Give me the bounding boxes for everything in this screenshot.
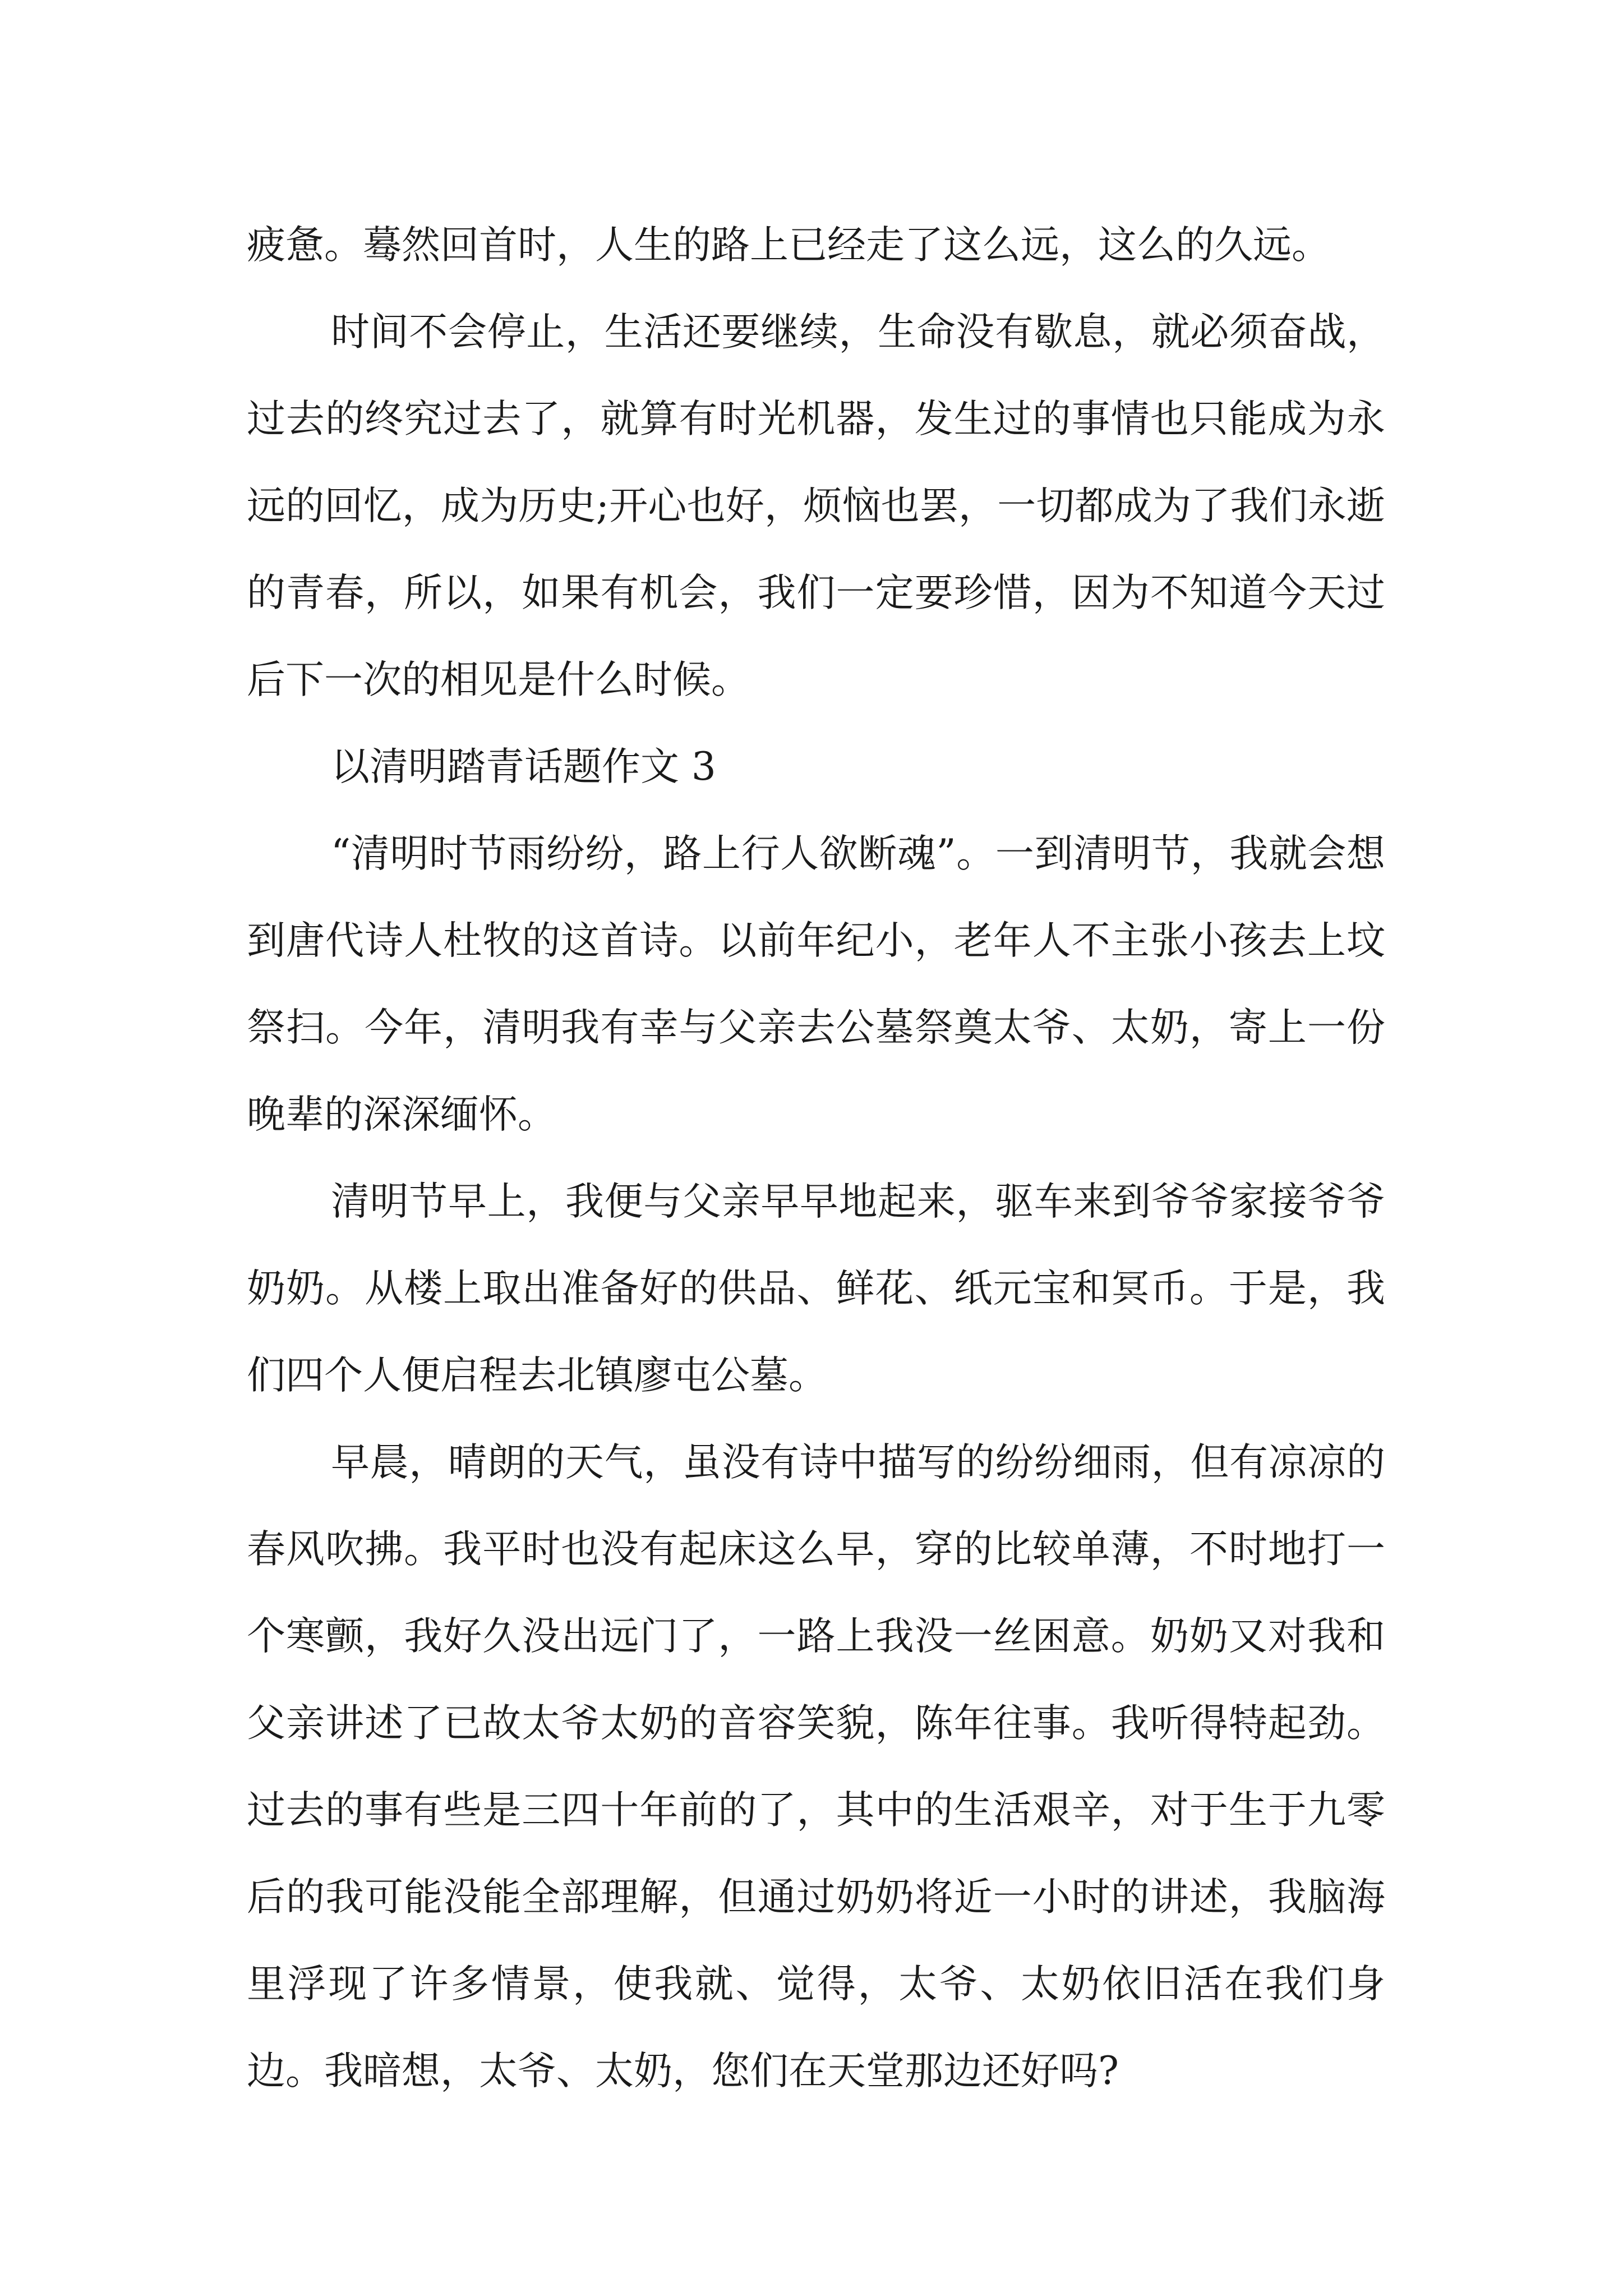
paragraph-journey: 早晨，晴朗的天气，虽没有诗中描写的纷纷细雨，但有凉凉的春风吹拂。我平时也没有起床这么早，穿的比较单薄，不时地打一个寒颤，我好久没出远门了，一路上我没一丝困意。奶奶又对我和父亲讲述了已故太爷太奶的音容笑貌，陈年往事。我听得特起劲。过去的事有些是三四十年前的了，其中的生活艰辛，对于生于九零后的我可能没能全部理解，但通过奶奶将近一小时的讲述，我脑海里浮现了许多情景，使我就、觉得，太爷、太奶依旧活在我们身边。我暗想，太爷、太奶，您们在天堂那边还好吗? [247,1440,1385,2093]
paragraph-time-reflection: 时间不会停止，生活还要继续，生命没有歇息，就必须奋战，过去的终究过去了，就算有时光机器，发生过的事情也只能成为永远的回忆，成为历史;开心也好，烦恼也罢，一切都成为了我们永逝的青春，所以，如果有机会，我们一定要珍惜，因为不知道今天过后下一次的相见是什么时候。 [247,310,1385,702]
paragraph-poem-intro: “清明时节雨纷纷，路上行人欲断魂”。一到清明节，我就会想到唐代诗人杜牧的这首诗。以前年纪小，老年人不主张小孩去上坟祭扫。今年，清明我有幸与父亲去公墓祭奠太爷、太奶，寄上一份晚辈的深深缅怀。 [247,831,1385,1137]
paragraph-morning-departure: 清明节早上，我便与父亲早早地起来，驱车来到爷爷家接爷爷奶奶。从楼上取出准备好的供品、鲜花、纸元宝和冥币。于是，我们四个人便启程去北镇廖屯公墓。 [247,1179,1385,1398]
essay-heading: 以清明踏青话题作文 3 [331,744,716,789]
document-body [247,202,1385,2115]
paragraph-continuation: 疲惫。蓦然回首时，人生的路上已经走了这么远，这么的久远。 [247,223,1330,268]
